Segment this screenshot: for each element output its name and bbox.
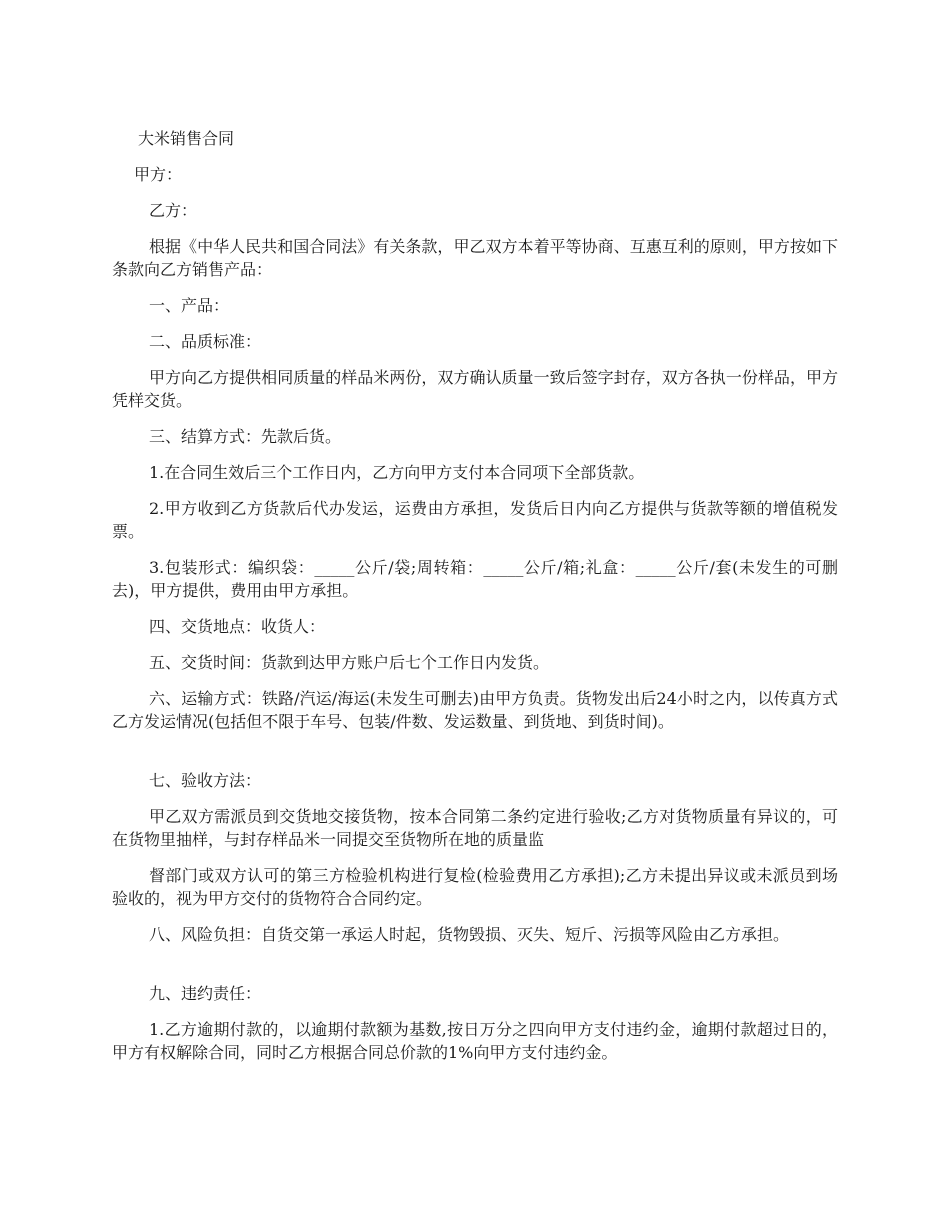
preamble-paragraph: 根据《中华人民共和国合同法》有关条款，甲乙双方本着平等协商、互惠互利的原则，甲方按如下条款向乙方销售产品： <box>112 237 838 279</box>
party-b-line: 乙方： <box>149 201 198 220</box>
section-9-liability: 九、违约责任： <box>149 984 262 1003</box>
settlement-item-2: 2.甲方收到乙方货款后代办发运，运费由方承担，发货后日内向乙方提供与货款等额的增值税发票。 <box>112 499 838 541</box>
inspection-paragraph-2: 督部门或双方认可的第三方检验机构进行复检(检验费用乙方承担);乙方未提出异议或未派员到场验收的，视为甲方交付的货物符合合同约定。 <box>112 866 838 908</box>
settlement-item-1: 1.在合同生效后三个工作日内，乙方向甲方支付本合同项下全部货款。 <box>149 463 645 482</box>
section-6-transport: 六、运输方式：铁路/汽运/海运(未发生可删去)由甲方负责。货物发出后24小时之内，以传真方式乙方发运情况(包括但不限于车号、包装/件数、发运数量、到货地、到货时间)。 <box>112 689 838 731</box>
document-title: 大米销售合同 <box>138 129 235 148</box>
party-a-line: 甲方： <box>134 165 183 184</box>
quality-paragraph: 甲方向乙方提供相同质量的样品米两份，双方确认质量一致后签字封存，双方各执一份样品，甲方凭样交货。 <box>112 368 838 410</box>
section-5-delivery-time: 五、交货时间：货款到达甲方账户后七个工作日内发货。 <box>149 653 550 672</box>
section-4-delivery-place: 四、交货地点：收货人： <box>149 617 326 636</box>
section-7-inspection: 七、验收方法： <box>149 771 262 790</box>
packaging-paragraph: 3.包装形式：编织袋：_____公斤/袋;周转箱：_____公斤/箱;礼盒：_____公斤/套(未发生的可删去)，甲方提供，费用由甲方承担。 <box>112 558 838 600</box>
inspection-paragraph-1: 甲乙双方需派员到交货地交接货物，按本合同第二条约定进行验收;乙方对货物质量有异议的，可在货物里抽样，与封存样品米一同提交至货物所在地的质量监 <box>112 807 838 849</box>
section-1-product: 一、产品： <box>149 296 230 315</box>
section-3-settlement: 三、结算方式：先款后货。 <box>149 427 342 446</box>
section-8-risk: 八、风险负担：自货交第一承运人时起，货物毁损、灭失、短斤、污损等风险由乙方承担。 <box>149 925 790 944</box>
liability-item-1: 1.乙方逾期付款的，以逾期付款额为基数,按日万分之四向甲方支付违约金，逾期付款超过日的，甲方有权解除合同，同时乙方根据合同总价款的1%向甲方支付违约金。 <box>112 1020 838 1062</box>
section-2-quality: 二、品质标准： <box>149 332 262 351</box>
